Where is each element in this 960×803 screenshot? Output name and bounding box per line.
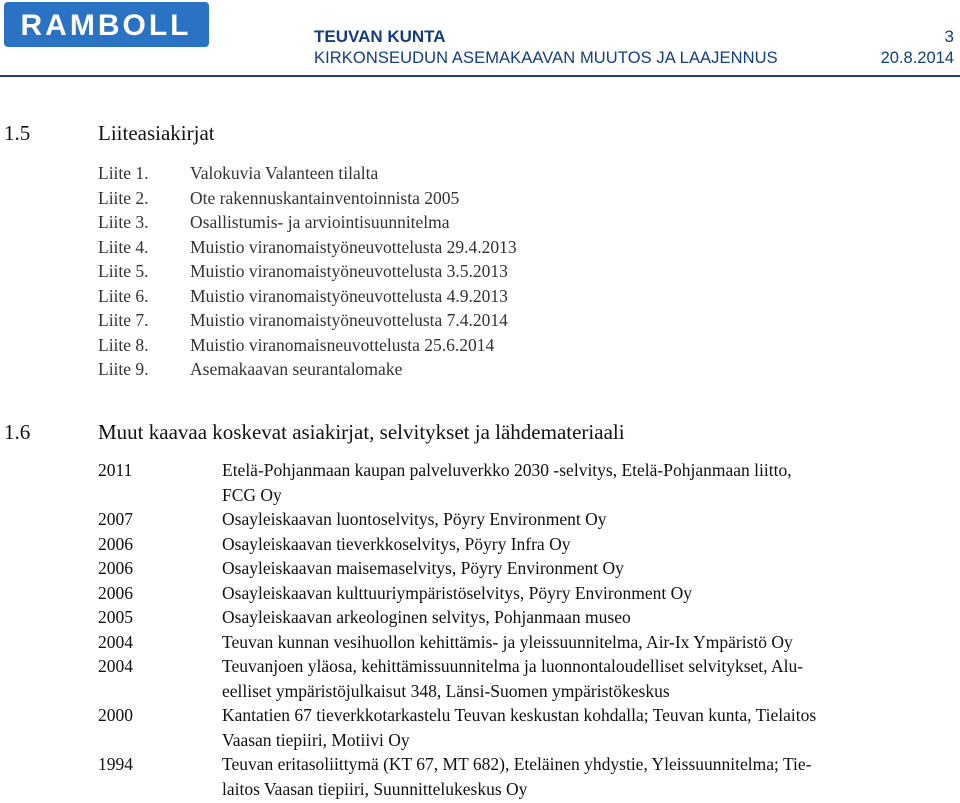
appendix-label: Liite 6. [98, 285, 149, 306]
appendix-text: Muistio viranomaistyöneuvottelusta 7.4.2014 [190, 310, 508, 330]
reference-text [222, 703, 956, 752]
list-item [98, 333, 517, 358]
header-divider [0, 75, 960, 77]
page-header [314, 27, 954, 71]
logo-wordmark: RAMBOLL [20, 9, 192, 42]
reference-line: Teuvan eritasoliittymä (KT 67, MT 682), Eteläinen yhdystie, Yleissuunnitelma; Tie- [222, 754, 812, 774]
reference-item [98, 532, 956, 557]
appendix-label: Liite 5. [98, 261, 149, 281]
appendix-text: Osallistumis- ja arviointisuunnitelma [190, 212, 450, 232]
reference-year: 2005 [98, 607, 133, 627]
list-item [98, 308, 517, 333]
reference-list [98, 458, 956, 801]
reference-year: 2006 [98, 582, 133, 603]
reference-text [222, 532, 956, 557]
reference-item [98, 507, 956, 532]
section-heading: Muut kaavaa koskevat asiakirjat, selvitykset ja lähdemateriaali [98, 420, 625, 444]
appendix-label: Liite 4. [98, 236, 149, 257]
list-item [98, 161, 517, 186]
reference-text [222, 507, 956, 532]
list-item [98, 186, 517, 211]
section-heading: Liiteasiakirjat [98, 121, 215, 145]
list-item [98, 357, 517, 382]
reference-item [98, 630, 956, 655]
appendix-label: Liite 2. [98, 187, 149, 208]
appendix-text: Muistio viranomaistyöneuvottelusta 4.9.2013 [190, 285, 508, 306]
reference-year: 1994 [98, 754, 133, 774]
reference-line: laitos Vaasan tiepiiri, Suunnittelukeskus Oy [222, 778, 528, 799]
reference-line: Teuvan kunnan vesihuollon kehittämis- ja yleissuunnitelma, Air-Ix Ympäristö Oy [222, 631, 793, 652]
appendix-text: Muistio viranomaistyöneuvottelusta 3.5.2013 [190, 261, 508, 281]
reference-line: Etelä-Pohjanmaan kaupan palveluverkko 2030 -selvitys, Etelä-Pohjanmaan liitto, [222, 460, 792, 480]
document-subtitle: KIRKONSEUDUN ASEMAKAAVAN MUUTOS JA LAAJENNUS [314, 49, 778, 67]
reference-year: 2007 [98, 509, 133, 529]
appendix-label: Liite 7. [98, 310, 149, 330]
reference-line: FCG Oy [222, 484, 282, 505]
reference-item [98, 458, 956, 507]
reference-item [98, 752, 956, 801]
reference-text [222, 556, 956, 581]
reference-year: 2004 [98, 656, 133, 676]
reference-text [222, 605, 956, 630]
list-item [98, 235, 517, 260]
reference-line: Teuvanjoen yläosa, kehittämissuunnitelma ja luonnontaloudelliset selvitykset, Alu- [222, 656, 804, 676]
reference-item [98, 605, 956, 630]
reference-text [222, 581, 956, 606]
reference-text [222, 458, 956, 507]
reference-line: Osayleiskaavan maisemaselvitys, Pöyry Environment Oy [222, 558, 624, 578]
appendix-text: Valokuvia Valanteen tilalta [190, 163, 379, 183]
document-title: TEUVAN KUNTA [314, 27, 446, 46]
reference-line: Vaasan tiepiiri, Motiivi Oy [222, 729, 410, 750]
reference-text [222, 654, 956, 703]
reference-year: 2000 [98, 705, 133, 725]
reference-text [222, 752, 956, 801]
list-item [98, 210, 517, 235]
list-item [98, 259, 517, 284]
page-number: 3 [944, 27, 954, 46]
reference-line: Kantatien 67 tieverkkotarkastelu Teuvan keskustan kohdalla; Teuvan kunta, Tielaitos [222, 705, 817, 725]
appendix-label: Liite 3. [98, 212, 149, 232]
reference-line: Osayleiskaavan kulttuuriympäristöselvitys, Pöyry Environment Oy [222, 582, 693, 603]
reference-text [222, 630, 956, 655]
document-date: 20.8.2014 [880, 49, 954, 67]
reference-line: eelliset ympäristöjulkaisut 348, Länsi-Suomen ympäristökeskus [222, 680, 670, 701]
section-number: 1.6 [4, 420, 31, 444]
reference-line: Osayleiskaavan luontoselvitys, Pöyry Environment Oy [222, 509, 607, 529]
reference-item [98, 581, 956, 606]
ramboll-logo-mark [4, 2, 209, 47]
reference-item [98, 654, 956, 703]
reference-year: 2004 [98, 631, 133, 652]
reference-item [98, 703, 956, 752]
ramboll-logo [4, 2, 209, 47]
appendix-text: Muistio viranomaistyöneuvottelusta 29.4.2013 [190, 236, 517, 257]
reference-year: 2011 [98, 460, 133, 480]
appendix-label: Liite 9. [98, 359, 149, 379]
reference-year: 2006 [98, 558, 133, 578]
reference-line: Osayleiskaavan tieverkkoselvitys, Pöyry Infra Oy [222, 533, 571, 554]
reference-year: 2006 [98, 533, 133, 554]
appendix-text: Asemakaavan seurantalomake [190, 359, 403, 379]
reference-line: Osayleiskaavan arkeologinen selvitys, Pohjanmaan museo [222, 607, 631, 627]
appendix-label: Liite 8. [98, 334, 149, 355]
appendix-text: Muistio viranomaisneuvottelusta 25.6.2014 [190, 334, 495, 355]
appendix-text: Ote rakennuskantainventoinnista 2005 [190, 187, 460, 208]
reference-item [98, 556, 956, 581]
list-item [98, 284, 517, 309]
section-number: 1.5 [4, 121, 31, 145]
appendix-list [98, 161, 517, 382]
appendix-label: Liite 1. [98, 163, 149, 183]
